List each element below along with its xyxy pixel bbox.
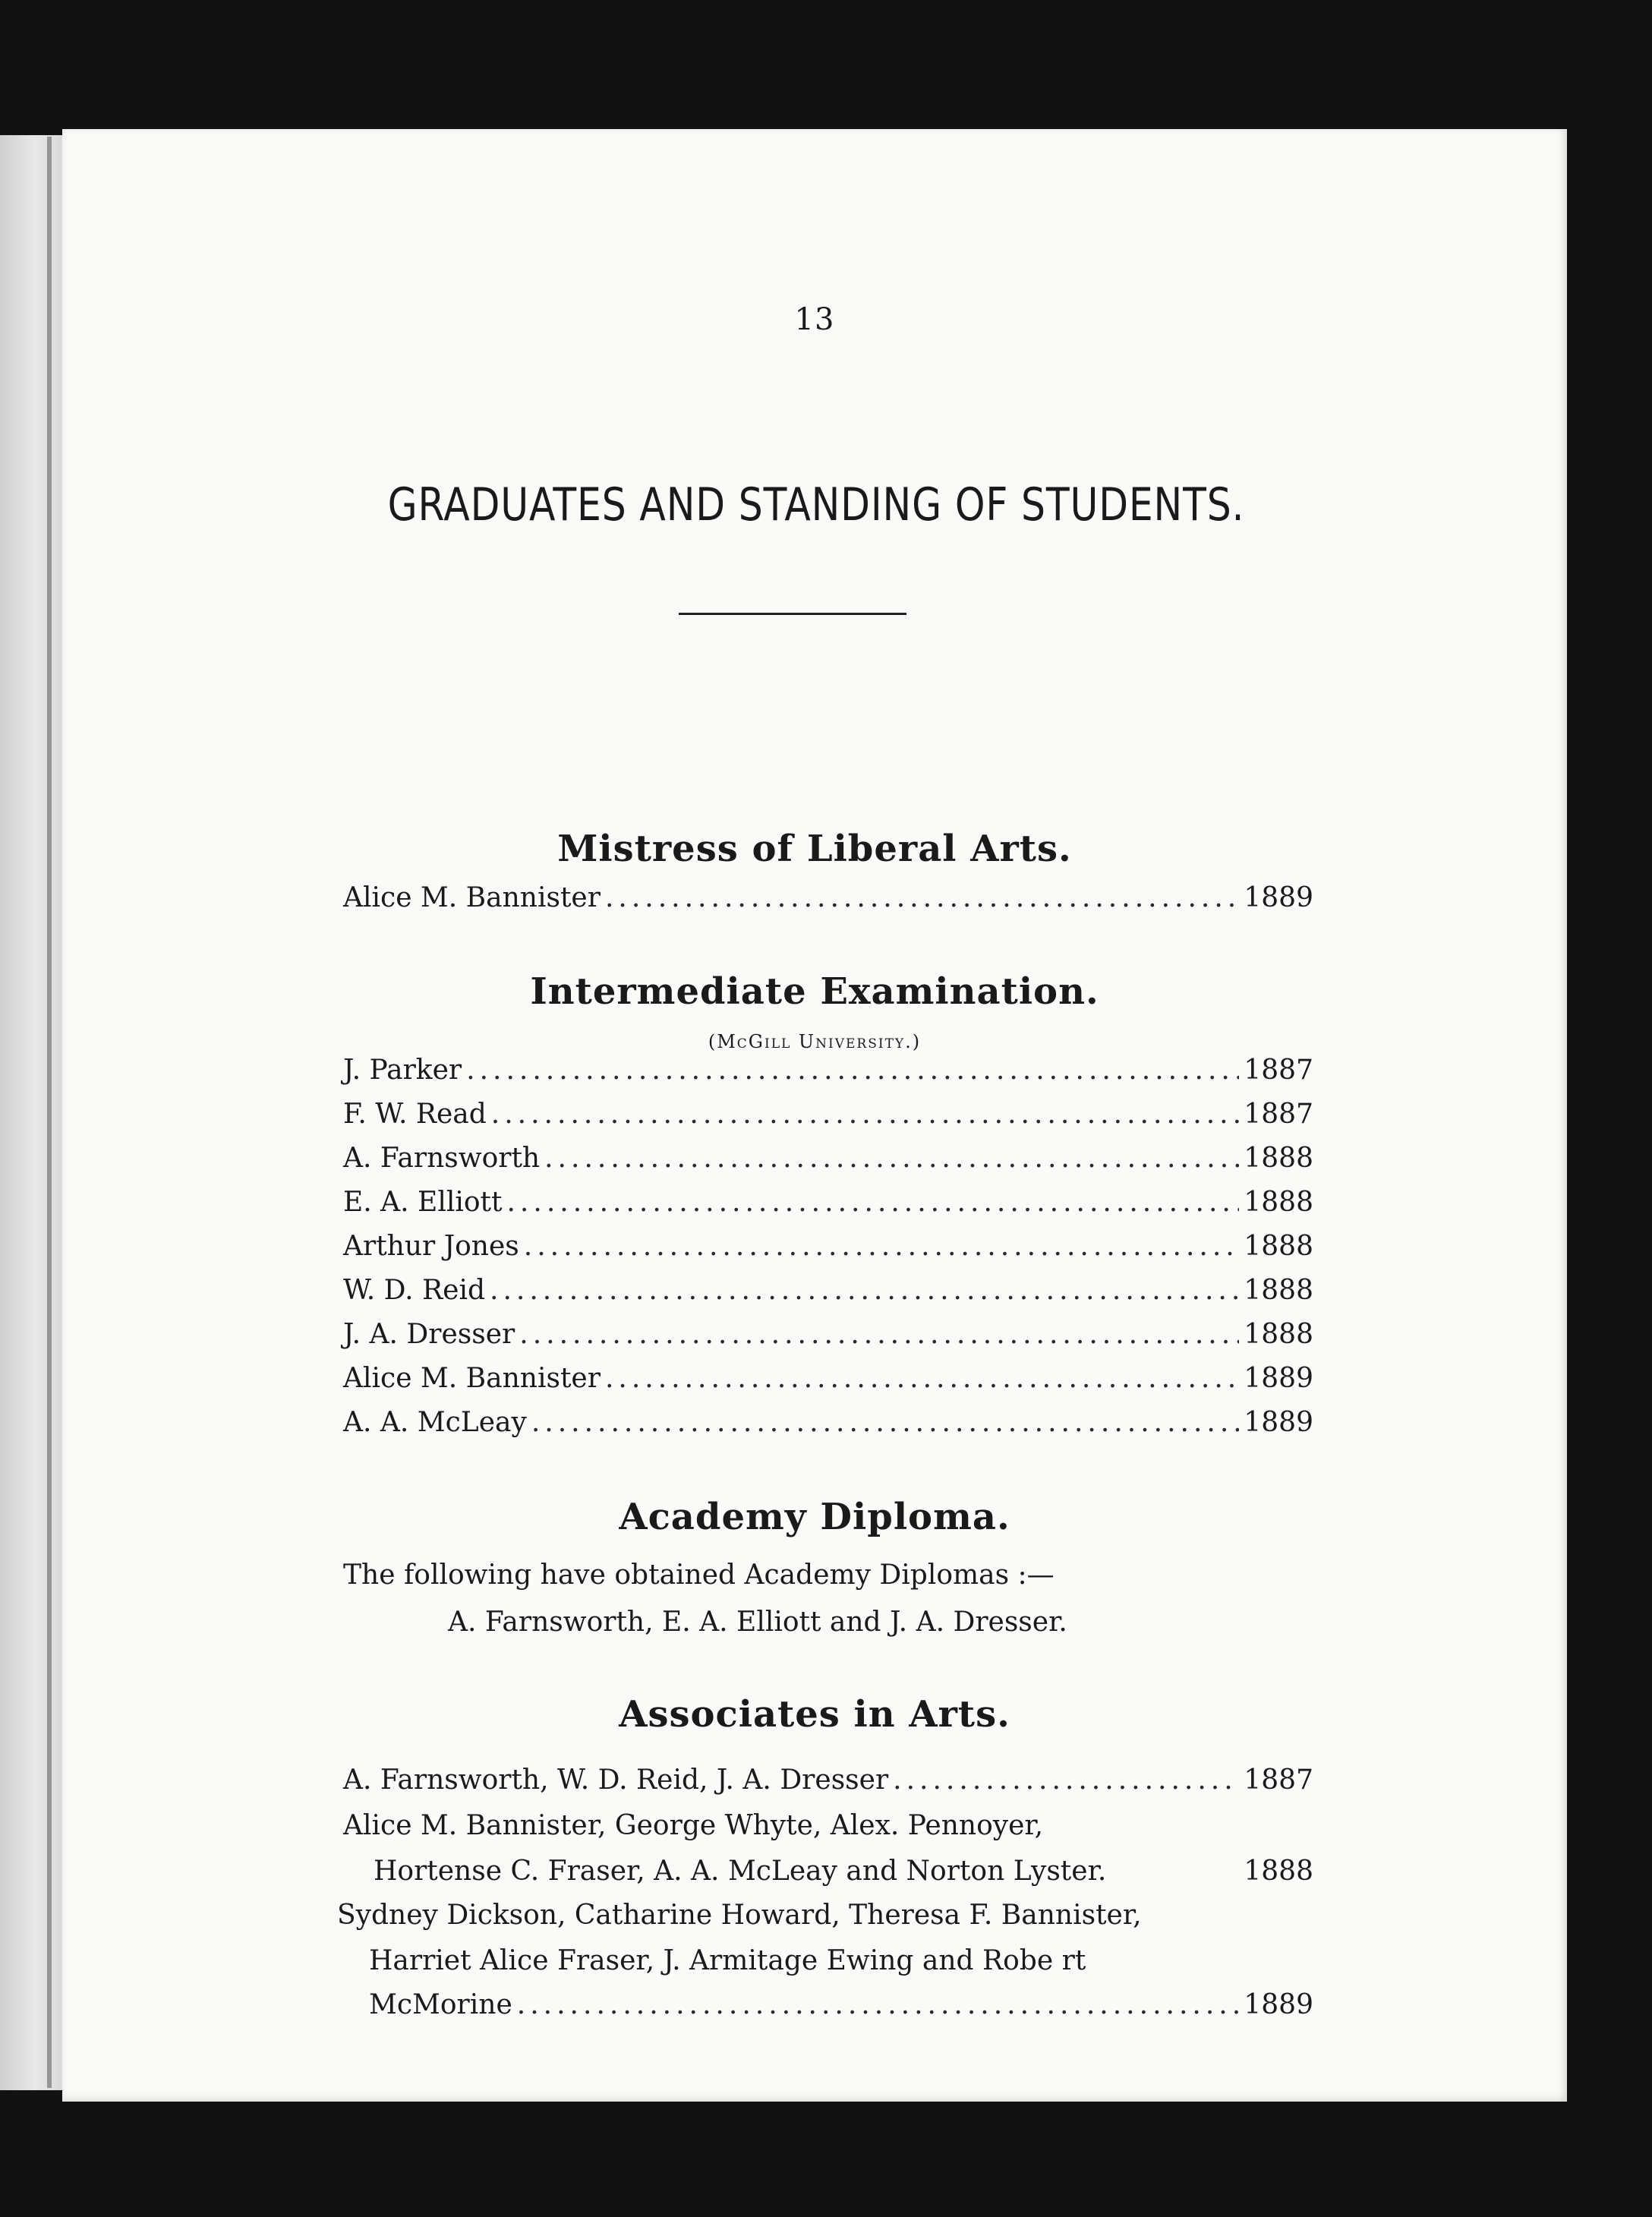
entry-year: 1887 [1244, 1764, 1313, 1796]
academy-intro-text: The following have obtained Academy Diplomas :— [343, 1559, 1055, 1591]
section-subheading-mcgill: (McGill University.) [708, 1031, 922, 1052]
entry-name: Hortense C. Fraser, A. A. McLeay and Norton Lyster. [374, 1856, 1107, 1887]
leader-dots [605, 879, 1239, 917]
entry-name: A. A. McLeay [343, 1407, 527, 1438]
leader-dots [506, 1184, 1239, 1222]
facing-page-edge [0, 135, 65, 2090]
entry-name: Arthur Jones [343, 1231, 519, 1262]
list-item [343, 1360, 1313, 1398]
list-item [374, 1853, 1313, 1891]
list-item [343, 1761, 1313, 1799]
list-item [343, 1404, 1313, 1442]
entry-year: 1888 [1244, 1231, 1313, 1262]
section-heading-academy: Academy Diploma. [619, 1496, 1010, 1538]
list-item [343, 1272, 1313, 1310]
entry-name: J. Parker [343, 1055, 462, 1086]
leader-dots [605, 1360, 1239, 1398]
entry-year: 1889 [1244, 1407, 1313, 1438]
page-title: GRADUATES AND STANDING OF STUDENTS. [387, 478, 1245, 531]
entry-year: 1888 [1244, 1319, 1313, 1350]
entry-name: A. Farnsworth [343, 1143, 541, 1174]
leader-dots [517, 1986, 1240, 2024]
entry-name: McMorine [369, 1989, 512, 2020]
list-item [343, 1052, 1313, 1090]
entry-year: 1888 [1244, 1187, 1313, 1218]
entry-text-line: Sydney Dickson, Catharine Howard, Theresa F. Bannister, [337, 1900, 1142, 1931]
entry-name: W. D. Reid [343, 1275, 486, 1306]
title-divider [679, 613, 906, 615]
entry-name: F. W. Read [343, 1099, 487, 1130]
entry-text-line: Harriet Alice Fraser, J. Armitage Ewing and Robe rt [369, 1945, 1086, 1976]
binding-shadow [47, 137, 52, 2088]
entry-name: J. A. Dresser [343, 1319, 515, 1350]
entry-year: 1889 [1244, 882, 1313, 913]
leader-dots [524, 1228, 1240, 1266]
entry-year: 1887 [1244, 1099, 1313, 1130]
leader-dots [531, 1404, 1240, 1442]
list-item [343, 1096, 1313, 1134]
entry-name: Alice M. Bannister [343, 882, 601, 913]
entry-year: 1887 [1244, 1055, 1313, 1086]
entry-name: A. Farnsworth, W. D. Reid, J. A. Dresser [343, 1764, 889, 1796]
leader-dots [519, 1316, 1239, 1354]
list-item [343, 1316, 1313, 1354]
entry-name: Alice M. Bannister [343, 1363, 601, 1394]
leader-dots [491, 1096, 1240, 1134]
entry-year: 1888 [1244, 1856, 1313, 1887]
list-item [343, 879, 1313, 917]
entry-name: E. A. Elliott [343, 1187, 503, 1218]
page-number: 13 [794, 302, 835, 337]
leader-dots [490, 1272, 1239, 1310]
entry-year: 1888 [1244, 1275, 1313, 1306]
section-heading-mistress: Mistress of Liberal Arts. [557, 828, 1072, 870]
entry-text-line: Alice M. Bannister, George Whyte, Alex. Pennoyer, [343, 1810, 1044, 1841]
list-item [369, 1986, 1313, 2024]
list-item [343, 1184, 1313, 1222]
leader-dots [893, 1761, 1239, 1799]
list-item [343, 1140, 1313, 1178]
leader-dots [544, 1140, 1239, 1178]
section-heading-intermediate: Intermediate Examination. [530, 970, 1099, 1013]
entry-year: 1889 [1244, 1989, 1313, 2020]
list-item [343, 1228, 1313, 1266]
entry-year: 1888 [1244, 1143, 1313, 1174]
academy-recipients-text: A. Farnsworth, E. A. Elliott and J. A. Dresser. [448, 1607, 1067, 1638]
entry-year: 1889 [1244, 1363, 1313, 1394]
document-page [62, 129, 1567, 2102]
section-heading-associates: Associates in Arts. [619, 1693, 1010, 1736]
leader-dots [466, 1052, 1239, 1090]
